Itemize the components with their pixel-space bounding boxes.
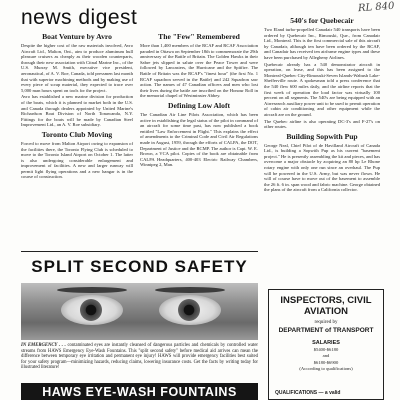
article-paragraph: Quebecair already has a 540 demonstrator aircraft in operation, on lease, and this has been assigned to the Montreal-Quebec City-Rimouski-Seven Islands-Wabush Lake-Shefferville route. A spokesman told a press conference that the 540 flew 600 miles daily, and the airline reports that the first week of operation the load factor was virtually 100 percent on all segments. The 540's are being equipped with an Airresearch auxiliary power unit to be used to permit operation of cabin air conditioning and other equipment while the aircraft are on the ground. — [264, 61, 380, 117]
recruit-required-by: required by — [314, 320, 338, 325]
article-paragraph: The Quebec airline is also operating DC-3's and F-27's on other routes. — [264, 118, 380, 130]
column-right — [264, 14, 380, 194]
masthead-title: news digest — [21, 6, 138, 29]
column-middle — [140, 30, 258, 169]
headline-quebecair: 540's for Quebecair — [290, 16, 354, 25]
ad-footer-text: HAWS EYE-WASH FOUNTAINS — [42, 385, 237, 399]
headline-toronto-club: Toronto Club Moving — [41, 129, 113, 139]
left-iris — [80, 299, 102, 321]
recruit-and: and — [322, 353, 330, 359]
article-paragraph: The Canadian Air Line Pilots Association, which has been active in establishing the legal status of the pilot in command of an aircraft for some time past, has now published a book entitled "Law Enforcement in Flight." This explains the effect of amendments to the Criminal Code and Civil Air Regulations made in August, 1959, through the efforts of CALPA, the DOT, Department of Justice and the RCMP. The author is Capt. W. E. Brown, a VCA pilot. Copies of the book are obtainable from CALPA Headquarters, 400-403 Electric Railway Chambers, Winnipeg 2, Man. — [140, 111, 258, 168]
article-paragraph: Despite the higher cost of the raw materials involved, Avro Aircraft Ltd., Malton, Ont., aim to produce aluminum hull pleasure cruisers as cheaply as their wooden counterparts, through their new association with Citnal Marine Inc., of the U.S. Murray M. Smith, executive vice president, aeronautical, of A. V. Roe, Canada, told pressmen last month that with superior machining methods and by making use of every piece of scrap material, they expected to trace over 5,000 man hours spent on tools for the project. — [21, 43, 133, 93]
article-paragraph: Avro has established a new marine division for production of the boats, which it is planned to market both in the U.S. and Canada through dealers appointed by United Marine's Richardson Boat Division of North Tonawanda, N.Y. Fittings for the boats will be made by Canadian Steel Improvement Ltd., an A. V. Roe subsidiary. — [21, 94, 133, 128]
right-eye-icon — [159, 295, 221, 325]
ad-headline — [21, 254, 258, 280]
headline-sopwith-pup: Building Sopwith Pup — [286, 131, 358, 141]
headline-boat-venture: Boat Venture by Avro — [42, 32, 112, 41]
headline-defining-law: Defining Low Aloft — [167, 100, 231, 110]
recruit-note: (According to qualifications) — [299, 366, 353, 372]
article-paragraph: George Neal, Chief Pilot of de Havilland Aircraft of Canada Ltd., is building a Sopwith Pup as his current "basement project." He is presently assembling the kit and pieces, and has overcome a major obstacle by acquiring an 80 hp Le Rhone rotary engine with only one run since an overhaul. The Pup will be powered in the U.S. Army, but was never flown. He will of course have to move out of the basement to assemble the 26 ft. 6 in. span wood and fabric machine. George obtained the plans of the aircraft from a California collector. — [264, 142, 380, 193]
recruit-department: DEPARTMENT of TRANSPORT — [278, 327, 374, 334]
recruit-qualifications: QUALIFICATIONS — a valid — [275, 390, 341, 396]
ad-copy-body: contaminated eyes are instantly cleansed of dangerous particles and chemicals by controlled water streams from HAWS Emergency Eye-Wash Fountains. This "split second safety" before medical aid arrives can mean the difference between temporary eye irritation and permanent eye injury! HAWS will provide emergency facilities best suited for your safety program—minimizing hazards, reducing claims, lowering insurance costs. Get the facts by writing today for illustrated literature! — [21, 343, 258, 371]
ad-footer-banner — [21, 383, 258, 400]
recruit-title: INSPECTORS, CIVIL AVIATION — [280, 295, 372, 317]
article-paragraph: Two Eland turbo-propelled Canadair 540 transports have been ordered by Quebecair Inc., Rimouski, Que., from Canadair Ltd., Montreal. This is the first commercial sale of this aircraft by Canadair, although ten have been ordered by the RCAF, and Canadair has received ten airframe engine types and these have been purchased by Allegheny Airlines. — [264, 27, 380, 60]
article-paragraph: More than 1,400 members of the RCAF and RCAF Association paraded in Ottawa on September 18th to commemorate the 29th anniversary of the Battle of Britain. The Golden Hawks in their Sabre jets slipped in salute over the Peace Tower and were followed by Lancasters, the Hurricane and the Spitfire. The Battle of Britain was the RCAF's "finest hour" (the first No. 1 RCAF squadron served in the Battle) and 242 Squadron saw action. The names of 47 Canadian officers and men who lost their lives during the battle are inscribed on the Honour Roll in the memorial chapel of Westminster Abbey. — [140, 43, 258, 99]
haws-advertisement — [21, 251, 258, 400]
ad-copy-lead: IN EMERGENCY . . . — [21, 343, 66, 348]
headline-few-remembered: The "Few" Remembered — [158, 32, 240, 41]
recruit-salary-1: $5400-$6180 — [313, 346, 339, 352]
ad-copy — [21, 343, 258, 371]
recruit-salary-2: $6180-$6900 — [313, 359, 339, 365]
recruit-salaries-label: SALARIES — [312, 339, 340, 346]
ad-title: SPLIT SECOND SAFETY — [31, 257, 248, 276]
handwritten-annotation: RL 840 — [357, 0, 395, 15]
eyes-photo — [21, 283, 258, 340]
article-paragraph: Forced to move from Malton Airport owing to expansion of the facilities there, the Toronto Flying Club is scheduled to move to the Toronto Island Airport on October 1. The latter is also undergoing considerable enlargement and improvement of facilities. A new and larger runway will permit light flying operations and a new hangar is in the course of construction. — [21, 140, 133, 180]
right-iris — [178, 299, 200, 321]
recruitment-box — [268, 289, 384, 400]
column-left — [21, 30, 133, 181]
left-eye-icon — [61, 295, 123, 325]
right-eyebrow — [155, 287, 225, 293]
left-eyebrow — [57, 287, 127, 293]
